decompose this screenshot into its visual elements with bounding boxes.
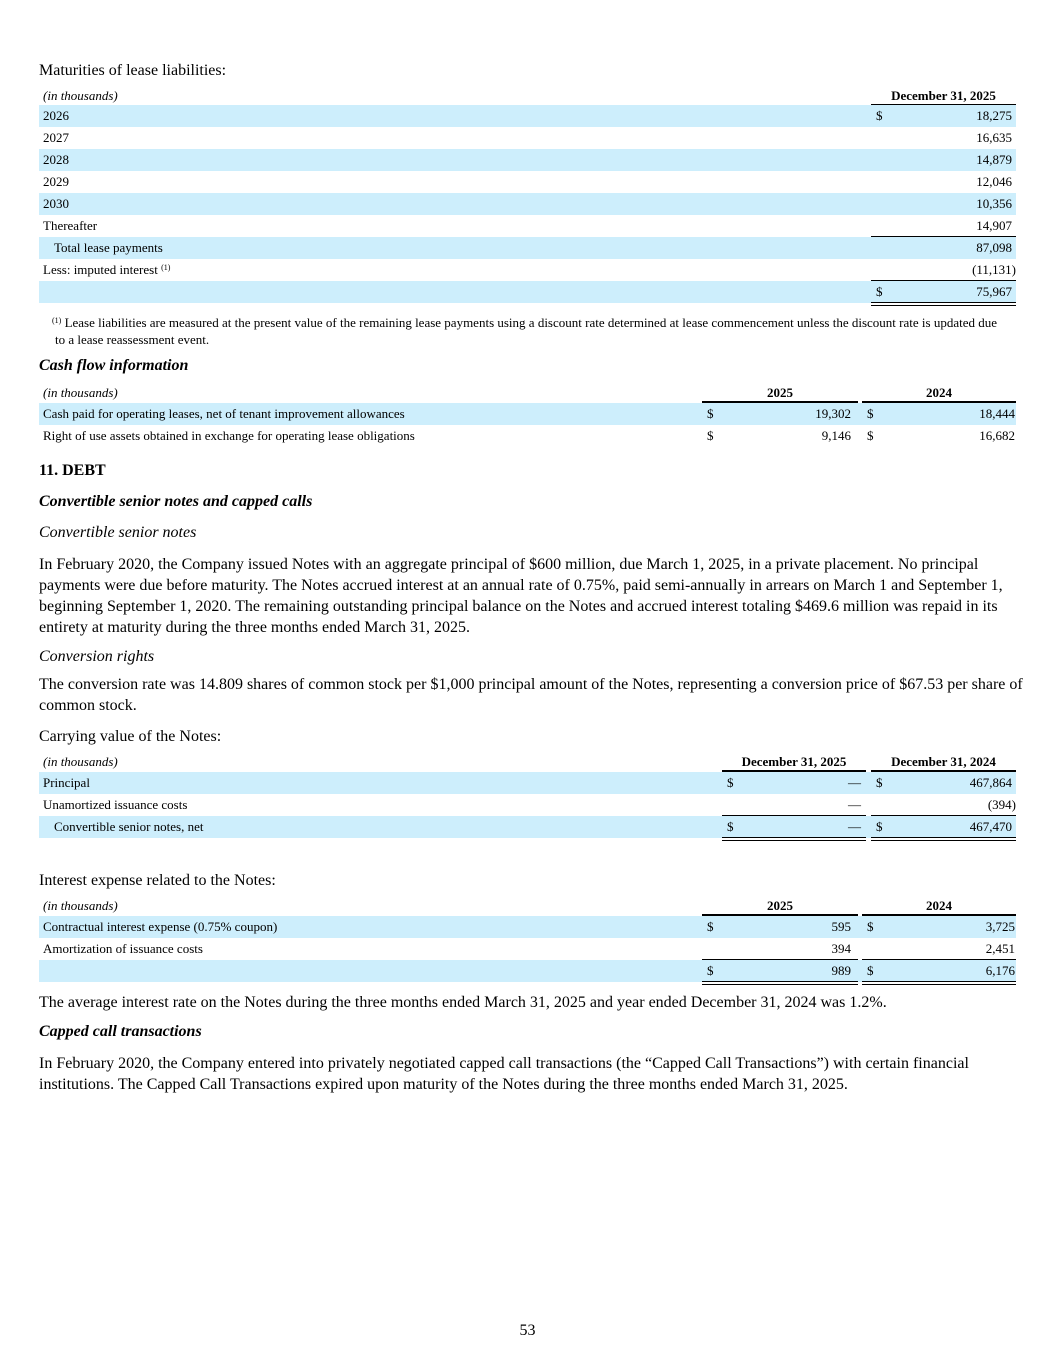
dollar-sign: $ — [707, 406, 714, 421]
row-label: Contractual interest expense (0.75% coupon) — [43, 919, 278, 934]
table-row — [39, 916, 1016, 938]
footnote-text: Lease liabilities are measured at the present value of the remaining lease payments using a discount rate determined at lease commencement unless the discount rate is updated due to a lease reassessment event. — [55, 315, 997, 347]
value-2024: 18,444 — [979, 406, 1015, 421]
table-row — [39, 425, 1016, 447]
double-underline — [871, 302, 1016, 306]
table-row — [39, 105, 1016, 127]
table-row — [39, 149, 1016, 171]
row-value: 12,046 — [976, 174, 1012, 189]
interest-units: (in thousands) — [43, 898, 118, 913]
row-label: Right of use assets obtained in exchange for operating lease obligations — [43, 428, 415, 443]
row-label — [43, 259, 170, 281]
footnote-ref: (1) — [161, 263, 171, 272]
row-label: Total lease payments — [54, 240, 163, 255]
row-value: 14,879 — [976, 152, 1012, 167]
dollar-sign: $ — [867, 919, 874, 934]
column-header-dec-2025: December 31, 2025 — [741, 754, 847, 769]
lease-units-label: (in thousands) — [43, 88, 118, 103]
capped-call-paragraph: In February 2020, the Company entered into privately negotiated capped call transactions (the “Capped Call Transactions”) with certain financial institutions. The Capped Call Transactions expired upon maturity of the Notes during the three months ended March 31, 2025. — [39, 1055, 969, 1093]
table-row — [39, 259, 1016, 281]
carrying-units: (in thousands) — [43, 754, 118, 769]
double-underline — [871, 837, 1016, 841]
lease-column-header: December 31, 2025 — [891, 88, 996, 103]
row-label: 2026 — [43, 108, 69, 123]
page-number: 53 — [519, 1322, 536, 1339]
value-2025: 394 — [831, 941, 851, 956]
table-row — [39, 772, 1016, 794]
row-value: 75,967 — [976, 284, 1012, 299]
dollar-sign: $ — [876, 284, 883, 299]
lease-footnote — [52, 314, 1005, 348]
value-2025: 9,146 — [821, 428, 851, 443]
notes-paragraph: In February 2020, the Company issued Notes with an aggregate principal of $600 million, due March 1, 2025, in a private placement. No principal payments were due before maturity. The Notes accrued interest at an annual rate of 0.75%, paid semi-annually in arrears on March 1 and September 1, beginning September 1, 2020. The remaining outstanding principal balance on the Notes and accrued interest totaling $469.6 million was repaid in its entirety at maturity during the three months ended March 31, 2025. — [39, 556, 1003, 636]
table-row — [39, 215, 1016, 237]
column-header-2025: 2025 — [767, 898, 793, 913]
column-header-2024: 2024 — [926, 898, 952, 913]
table-row-grand-total — [39, 281, 1016, 303]
value-2024: 6,176 — [985, 963, 1015, 978]
value-2025: — — [848, 819, 861, 834]
row-value: (11,131) — [972, 262, 1016, 277]
table-row — [39, 127, 1016, 149]
subtotal-rule — [722, 815, 866, 816]
carrying-value-title: Carrying value of the Notes: — [39, 728, 222, 745]
table-row — [39, 171, 1016, 193]
subtotal-rule — [871, 815, 1016, 816]
cash-flow-units: (in thousands) — [43, 385, 118, 400]
label-text: Less: imputed interest — [43, 262, 158, 277]
table-row-total — [39, 960, 1016, 982]
row-value: 10,356 — [976, 196, 1012, 211]
average-rate-paragraph: The average interest rate on the Notes during the three months ended March 31, 2025 and year ended December 31, 2024 was 1.2%. — [39, 994, 887, 1011]
dollar-sign: $ — [876, 108, 883, 123]
row-label: Cash paid for operating leases, net of tenant improvement allowances — [43, 406, 405, 421]
value-2025: — — [848, 797, 861, 812]
dollar-sign: $ — [876, 775, 883, 790]
subtotal-rule — [871, 280, 1016, 281]
value-2024: 467,470 — [969, 819, 1012, 834]
dollar-sign: $ — [707, 963, 714, 978]
column-header-2025: 2025 — [767, 385, 793, 400]
subtotal-rule — [702, 959, 858, 960]
subtotal-rule — [871, 236, 1016, 237]
row-label: 2028 — [43, 152, 69, 167]
dollar-sign: $ — [867, 963, 874, 978]
table-row — [39, 403, 1016, 425]
row-label: Convertible senior notes, net — [54, 819, 204, 834]
dollar-sign: $ — [867, 428, 874, 443]
value-2025: — — [848, 775, 861, 790]
row-label: Amortization of issuance costs — [43, 941, 203, 956]
value-2025: 19,302 — [815, 406, 851, 421]
cash-flow-heading: Cash flow information — [39, 357, 189, 374]
value-2024: (394) — [987, 797, 1016, 812]
capped-call-heading: Capped call transactions — [39, 1023, 202, 1040]
row-label: Thereafter — [43, 218, 98, 233]
value-2025: 989 — [831, 963, 851, 978]
table-row — [39, 938, 1016, 960]
notes-heading: Convertible senior notes — [39, 524, 197, 541]
value-2024: 467,864 — [969, 775, 1012, 790]
row-value: 14,907 — [976, 218, 1012, 233]
section-title-debt: 11. DEBT — [39, 462, 106, 479]
row-label: 2027 — [43, 130, 69, 145]
double-underline — [702, 981, 858, 985]
dollar-sign: $ — [727, 775, 734, 790]
dollar-sign: $ — [707, 428, 714, 443]
dollar-sign: $ — [867, 406, 874, 421]
double-underline — [722, 837, 866, 841]
row-value: 87,098 — [976, 240, 1012, 255]
value-2024: 16,682 — [979, 428, 1015, 443]
row-value: 18,275 — [976, 108, 1012, 123]
row-label: 2029 — [43, 174, 69, 189]
double-underline — [862, 981, 1016, 985]
dollar-sign: $ — [727, 819, 734, 834]
conversion-heading: Conversion rights — [39, 648, 155, 665]
value-2025: 595 — [831, 919, 851, 934]
footnote-marker: (1) — [52, 316, 62, 325]
row-label: 2030 — [43, 196, 69, 211]
table-row — [39, 193, 1016, 215]
dollar-sign: $ — [876, 819, 883, 834]
row-label: Principal — [43, 775, 90, 790]
conversion-paragraph: The conversion rate was 14.809 shares of common stock per $1,000 principal amount of the Notes, representing a conversion price of $67.53 per share of common stock. — [39, 676, 1023, 714]
value-2024: 2,451 — [985, 941, 1015, 956]
table-row — [39, 794, 1016, 816]
table-row-total — [39, 237, 1016, 259]
value-2024: 3,725 — [985, 919, 1015, 934]
interest-expense-title: Interest expense related to the Notes: — [39, 872, 276, 889]
row-label: Unamortized issuance costs — [43, 797, 188, 812]
column-header-dec-2024: December 31, 2024 — [891, 754, 996, 769]
lease-maturities-title: Maturities of lease liabilities: — [39, 62, 227, 79]
table-row-total — [39, 816, 1016, 838]
column-header-2024: 2024 — [926, 385, 952, 400]
dollar-sign: $ — [707, 919, 714, 934]
subtotal-rule — [862, 959, 1016, 960]
row-value: 16,635 — [976, 130, 1012, 145]
subsection-title: Convertible senior notes and capped calls — [39, 493, 313, 510]
